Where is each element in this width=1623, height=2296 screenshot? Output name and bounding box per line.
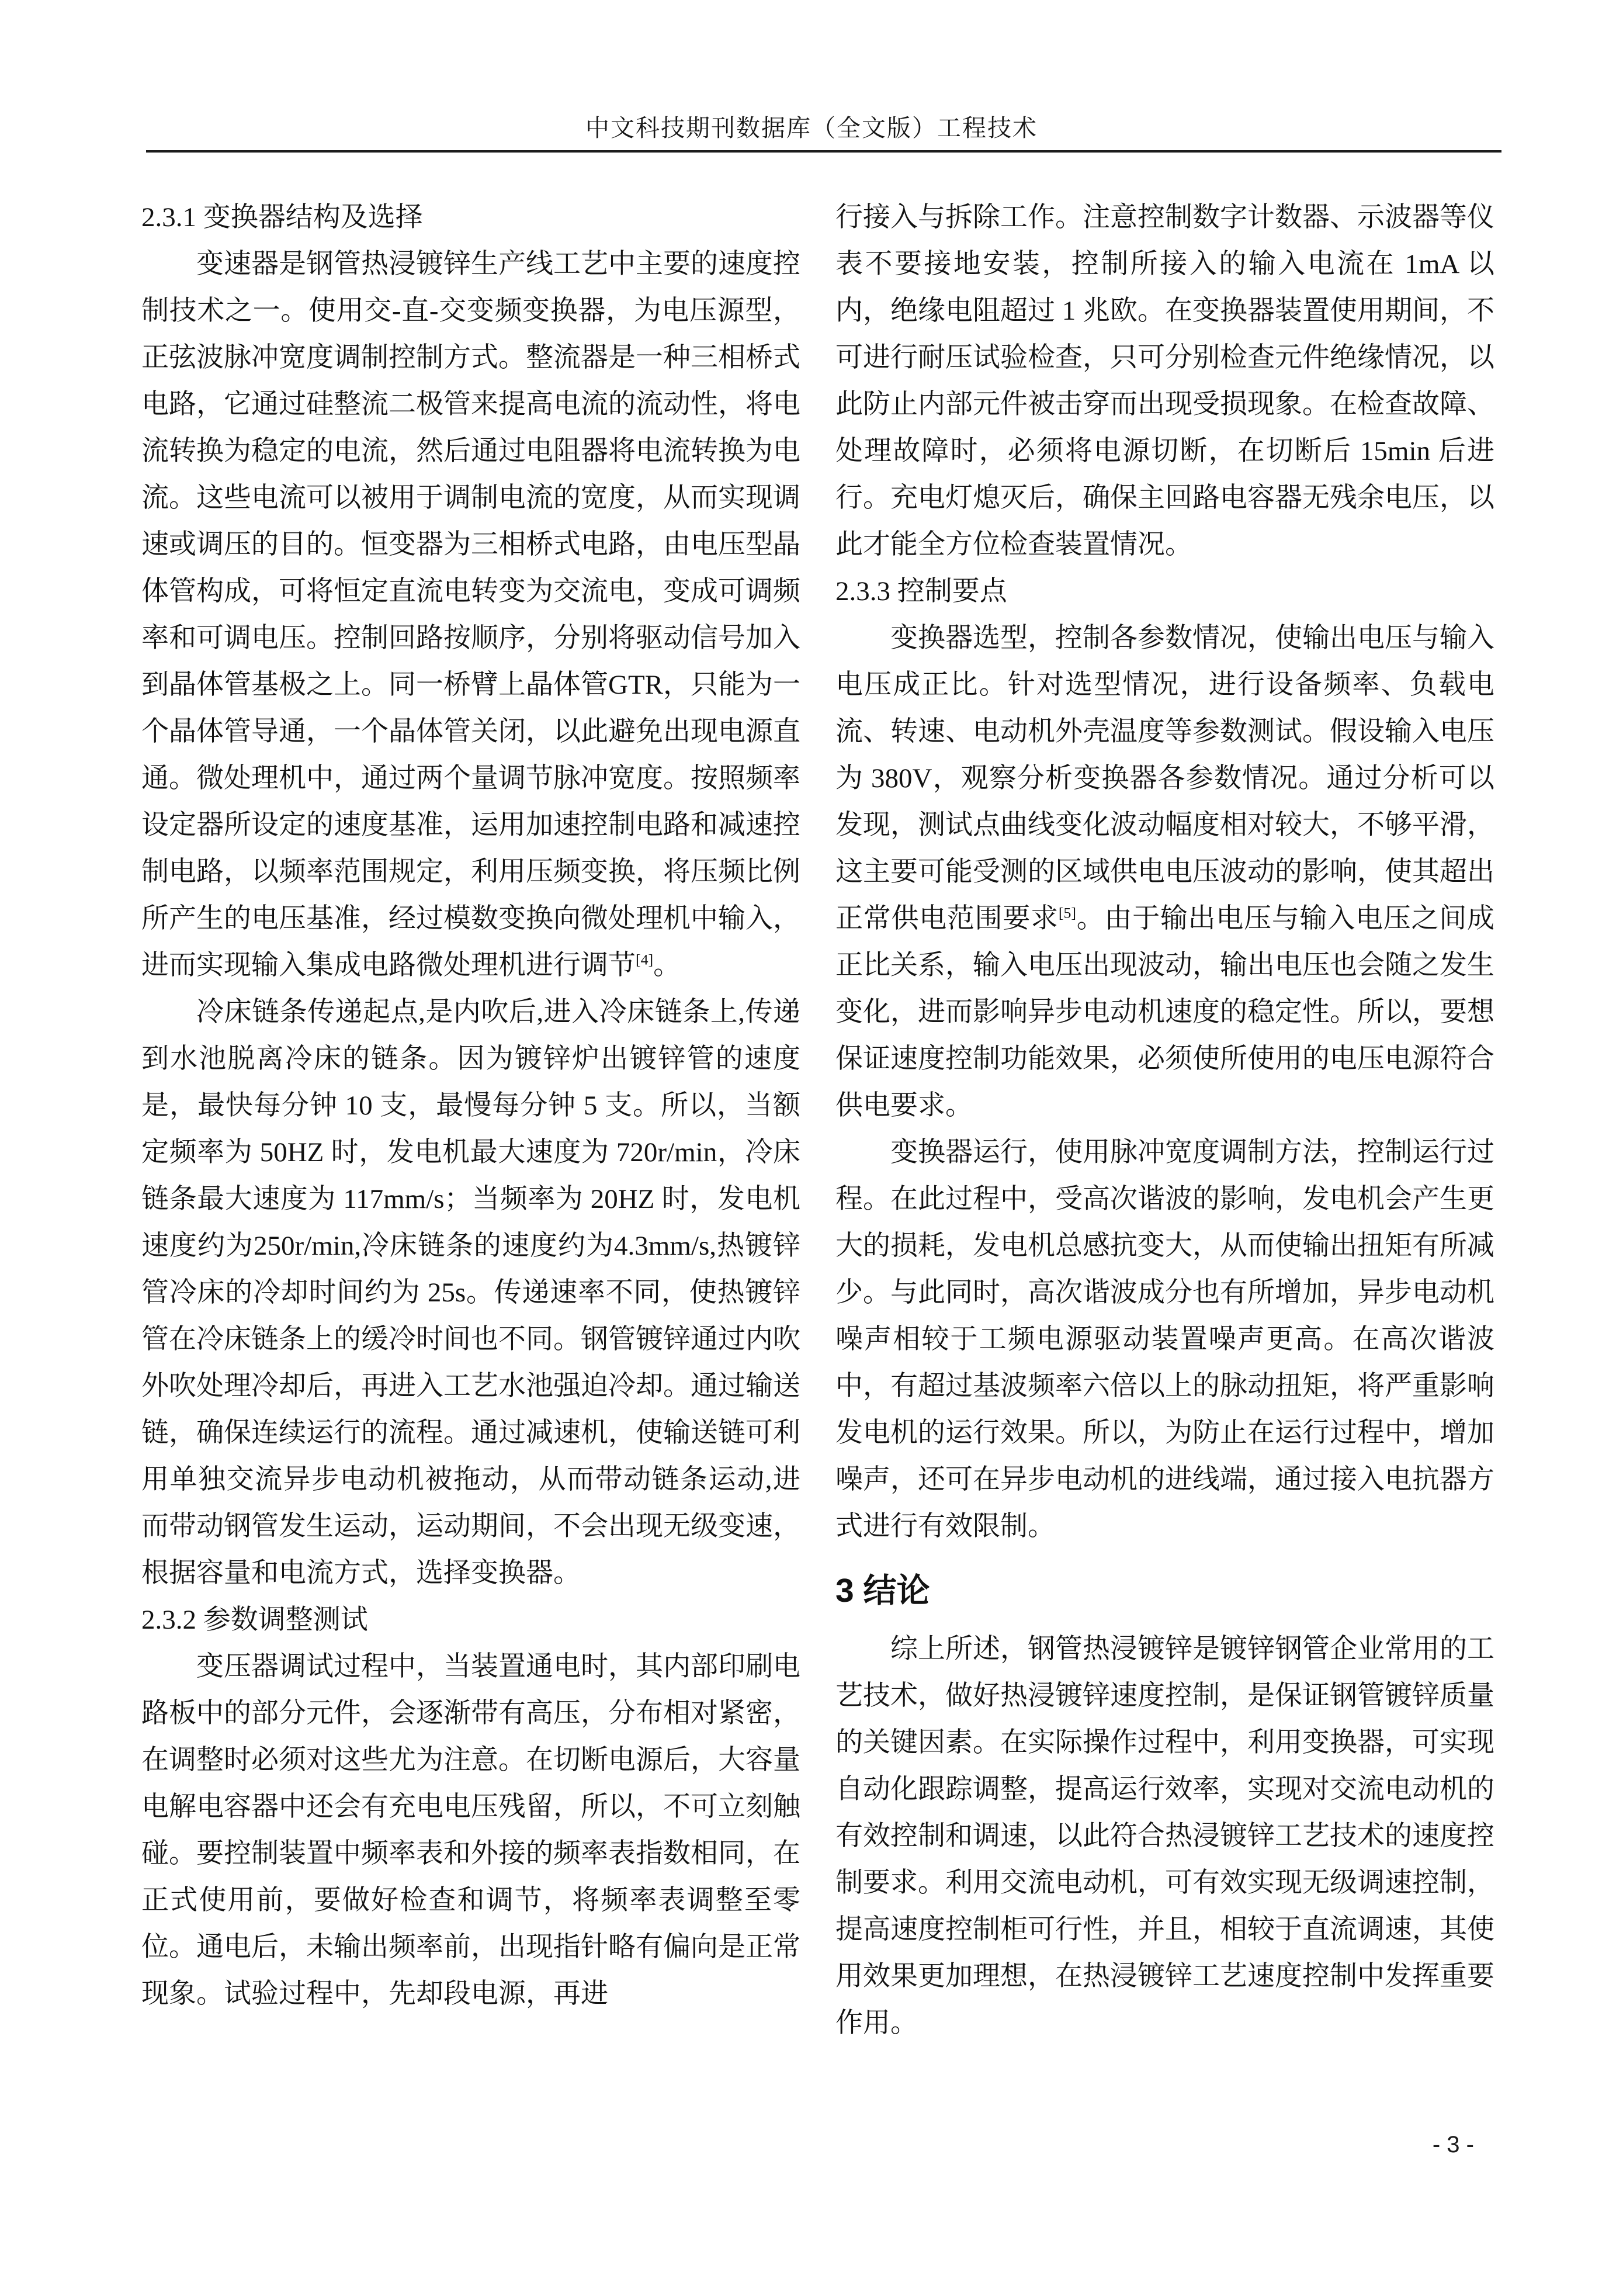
page-header — [0, 109, 1623, 143]
journal-header-title: 中文科技期刊数据库（全文版）工程技术 — [585, 115, 1038, 141]
article-body — [141, 194, 1494, 2046]
section-heading-2-3-3: 2.3.3 控制要点 — [835, 576, 1007, 607]
section-heading-2-3-1: 2.3.1 变换器结构及选择 — [141, 202, 423, 233]
right-column — [835, 194, 1494, 2046]
citation-superscript: [4] — [636, 951, 654, 968]
paragraph-converter-structure: 变速器是钢管热浸镀锌生产线工艺中主要的速度控制技术之一。使用交-直-交变频变换器，为电压源型，正弦波脉冲宽度调制控制方式。整流器是一种三相桥式电路，它通过硅整流二极管来提高电流的流动性，将电流转换为稳定的电流，然后通过电阻器将电流转换为电流。这些电流可以被用于调制电流的宽度，从而实现调速或调压的目的。恒变器为三相桥式电路，由电压型晶体管构成，可将恒定直流电转变为交流电，变成可调频率和可调电压。控制回路按顺序，分别将驱动信号加入到晶体管基极之上。同一桥臂上晶体管GTR，只能为一个晶体管导通，一个晶体管关闭，以此避免出现电源直通。微处理机中，通过两个量调节脉冲宽度。按照频率设定器所设定的速度基准，运用加速控制电路和减速控制电路，以频率范围规定，利用压频变换，将压频比例所产生的电压基准，经过模数变换向微处理机中输入，进而实现输入集成电路微处理机进行调节[4]。 — [141, 249, 800, 981]
paragraph-conclusion: 综上所述，钢管热浸镀锌是镀锌钢管企业常用的工艺技术，做好热浸镀锌速度控制，是保证钢管镀锌质量的关键因素。在实际操作过程中，利用变换器，可实现自动化跟踪调整，提高运行效率，实现对交流电动机的有效控制和调速，以此符合热浸镀锌工艺技术的速度控制要求。利用交流电动机，可有效实现无级调速控制，提高速度控制柜可行性，并且，相较于直流调速，其使用效果更加理想，在热浸镀锌工艺速度控制中发挥重要作用。 — [835, 1634, 1494, 2038]
paragraph-transformer-debugging: 变压器调试过程中，当装置通电时，其内部印刷电路板中的部分元件，会逐渐带有高压，分布相对紧密，在调整时必须对这些尤为注意。在切断电源后，大容量电解电容器中还会有充电电压残留，所以，不可立刻触碰。要控制装置中频率表和外接的频率表指数相同，在正式使用前，要做好检查和调节，将频率表调整至零位。通电后，未输出频率前，出现指针略有偏向是正常现象。试验过程中，先却段电源，再进 — [141, 1651, 800, 2009]
citation-superscript: [5] — [1058, 904, 1077, 922]
page-number: - 3 - — [1432, 2132, 1474, 2158]
section-heading-3-conclusion: 3 结论 — [835, 1572, 930, 1609]
paragraph-transformer-debugging-continued: 行接入与拆除工作。注意控制数字计数器、示波器等仪表不要接地安装，控制所接入的输入电流在 1mA 以内，绝缘电阻超过 1 兆欧。在变换器装置使用期间，不可进行耐压试验检查，只可分别检查元件绝缘情况，以此防止内部元件被击穿而出现受损现象。在检查故障、处理故障时，必须将电源切断，在切断后 15min 后进行。充电灯熄灭后，确保主回路电容器无残余电压，以此才能全方位检查装置情况。 — [835, 202, 1494, 560]
paragraph-cooling-bed-chain: 冷床链条传递起点,是内吹后,进入冷床链条上,传递到水池脱离冷床的链条。因为镀锌炉出镀锌管的速度是，最快每分钟 10 支，最慢每分钟 5 支。所以，当额定频率为 50HZ 时，发电机最大速度为 720r/min，冷床链条最大速度为 117mm/s；当频率为 20HZ 时，发电机速度约为250r/min,冷床链条的速度约为4.3mm/s,热镀锌管冷床的冷却时间约为 25s。传递速率不同，使热镀锌管在冷床链条上的缓冷时间也不同。钢管镀锌通过内吹外吹处理冷却后，再进入工艺水池强迫冷却。通过输送链，确保连续运行的流程。通过减速机，使输送链可利用单独交流异步电动机被拖动，从而带动链条运动,进而带动钢管发生运动，运动期间，不会出现无级变速，根据容量和电流方式，选择变换器。 — [141, 997, 800, 1588]
page-footer — [1433, 2132, 1474, 2158]
paragraph-converter-selection: 变换器选型，控制各参数情况，使输出电压与输入电压成正比。针对选型情况，进行设备频率、负载电流、转速、电动机外壳温度等参数测试。假设输入电压为 380V，观察分析变换器各参数情况。通过分析可以发现，测试点曲线变化波动幅度相对较大，不够平滑，这主要可能受测的区域供电电压波动的影响，使其超出正常供电范围要求[5]。由于输出电压与输入电压之间成正比关系，输入电压出现波动，输出电压也会随之发生变化，进而影响异步电动机速度的稳定性。所以，要想保证速度控制功能效果，必须使所使用的电压电源符合供电要求。 — [835, 623, 1495, 1121]
paragraph-converter-operation: 变换器运行，使用脉冲宽度调制方法，控制运行过程。在此过程中，受高次谐波的影响，发电机会产生更大的损耗，发电机总感抗变大，从而使输出扭矩有所减少。与此同时，高次谐波成分也有所增加，异步电动机噪声相较于工频电源驱动装置噪声更高。在高次谐波中，有超过基波频率六倍以上的脉动扭矩，将严重影响发电机的运行效果。所以，为防止在运行过程中，增加噪声，还可在异步电动机的进线端，通过接入电抗器方式进行有效限制。 — [835, 1137, 1494, 1542]
left-column — [141, 194, 800, 2046]
section-heading-2-3-2: 2.3.2 参数调整测试 — [141, 1605, 368, 1635]
header-divider-rule — [146, 150, 1501, 153]
